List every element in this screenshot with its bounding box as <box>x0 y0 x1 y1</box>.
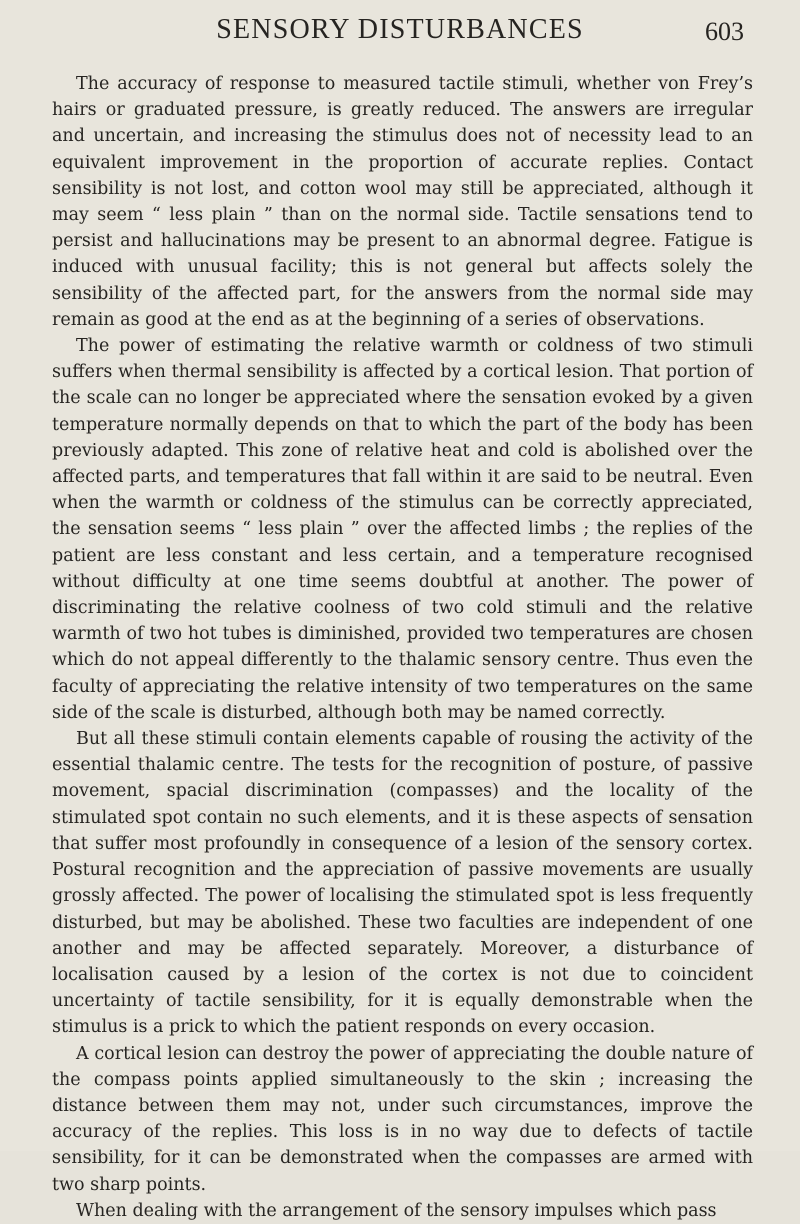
paragraph-thermal-sensibility: The power of estimating the relative warmth or coldness of two stimuli suffers when thermal sensibility is affected by a cortical lesion. That portion of the scale can no longer be appreciated where the sensation evoked by a given temperature normally depends on that to which the part of the body has been previously adapted. This zone of relative heat and cold is abolished over the affected parts, and temperatures that fall within it are said to be neutral. Even when the warmth or coldness of the stimulus can be correctly appreciated, the sensation seems “ less plain ” over the affected limbs ; the replies of the patient are less constant and less certain, and a temperature recognised without difficulty at one time seems doubtful at another. The power of discriminating the relative coolness of two cold stimuli and the relative warmth of two hot tubes is diminished, provided two temperatures are chosen which do not appeal differently to the thalamic sensory centre. Thus even the faculty of appreciating the relative intensity of two temperatures on the same side of the scale is disturbed, although both may be named correctly. <box>52 336 753 723</box>
paragraph-sensory-impulses: When dealing with the arrangement of the sensory impulses which pass <box>76 1200 717 1221</box>
running-head <box>0 14 800 54</box>
paragraph-compass-points: A cortical lesion can destroy the power of appreciating the double nature of the compass points applied simultaneously to the skin ; increasing the distance between them may not, under such circumstances, improve the accuracy of the replies. This loss is in no way due to defects of tactile sensibility, for it can be demonstrated when the compasses are armed with two sharp points. <box>52 1043 753 1195</box>
page-number: 603 <box>705 17 744 46</box>
paragraph-postural-recognition: But all these stimuli contain elements capable of rousing the activity of the essential thalamic centre. The tests for the recognition of posture, of passive movement, spacial discrimination (compasses) and the locality of the stimulated spot contain no such elements, and it is these aspects of sensation that suffer most profoundly in consequence of a lesion of the sensory cortex. Postural recognition and the appreciation of passive movements are usually grossly affected. The power of localising the stimulated spot is less frequently disturbed, but may be abolished. These two faculties are independent of one another and may be affected separately. Moreover, a disturbance of localisation caused by a lesion of the cortex is not due to coincident uncertainty of tactile sensibility, for it is equally demonstrable when the stimulus is a prick to which the patient responds on every occasion. <box>52 729 753 1038</box>
running-title: SENSORY DISTURBANCES <box>216 14 584 45</box>
paragraph-tactile-accuracy: The accuracy of response to measured tactile stimuli, whether von Frey’s hairs or graduated pressure, is greatly reduced. The answers are irregular and uncertain, and increasing the stimulus does not of necessity lead to an equivalent improvement in the proportion of accurate replies. Contact sensibility is not lost, and cotton wool may still be appreciated, although it may seem “ less plain ” than on the normal side. Tactile sensations tend to persist and hallucinations may be present to an abnormal degree. Fatigue is induced with unusual facility; this is not general but affects solely the sensibility of the affected part, for the answers from the normal side may remain as good at the end as at the beginning of a series of observations. <box>52 74 753 330</box>
body-text <box>52 71 753 1224</box>
